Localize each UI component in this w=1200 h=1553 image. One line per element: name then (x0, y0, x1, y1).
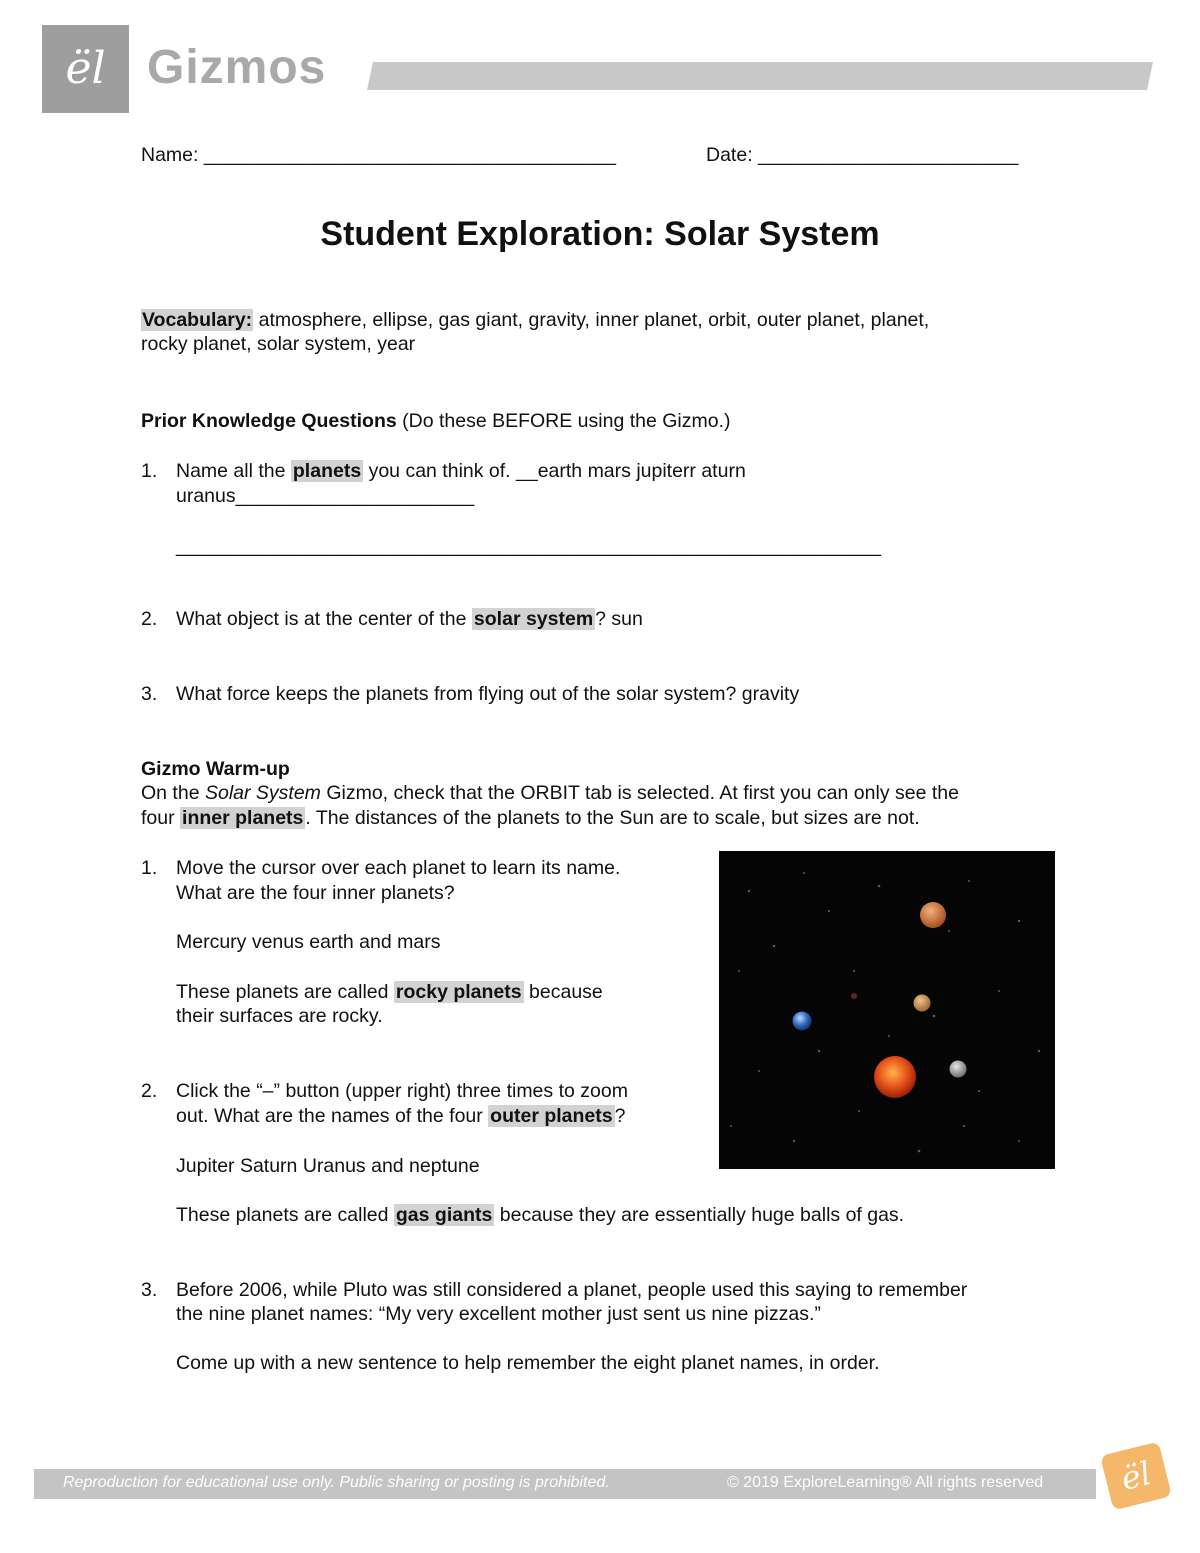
earth-planet (793, 1012, 812, 1031)
prior-q1-text (176, 459, 746, 484)
solar-system-image (719, 851, 1055, 1169)
prior-q1-pre: Name all the (176, 460, 291, 482)
term-solar-system: solar system (473, 608, 594, 630)
header-bar (367, 62, 1153, 90)
warmup-intro-2 (141, 806, 920, 831)
warmup-intro-pre: On the (141, 782, 205, 804)
warmup-q3-number: 3. (141, 1279, 158, 1301)
footer-copyright: © 2019 ExploreLearning® All rights reserved (727, 1474, 1044, 1491)
warmup-q3-line-3: Come up with a new sentence to help remember the eight planet names, in order. (176, 1352, 880, 1374)
warmup-q1-rocky-line (176, 980, 603, 1005)
sun (874, 1056, 916, 1098)
venus-planet (914, 995, 931, 1012)
warmup-q3-line-2: the nine planet names: “My very excellent mother just sent us nine pizzas.” (176, 1303, 821, 1325)
prior-q1-answer-line-3[interactable]: _________________________________________________________________ (176, 535, 881, 557)
warmup-q1-rocky-line-2: their surfaces are rocky. (176, 1005, 383, 1027)
prior-heading-note: (Do these BEFORE using the Gizmo.) (396, 410, 731, 432)
name-field[interactable] (141, 143, 616, 168)
warmup-q1-answer[interactable]: Mercury venus earth and mars (176, 931, 441, 953)
date-label: Date: (706, 144, 753, 166)
footer-logo (1100, 1442, 1172, 1511)
rocky-pre: These planets are called (176, 981, 394, 1003)
brand-name: Gizmos (147, 41, 327, 94)
star-reddish (851, 993, 857, 999)
warmup-q2-number: 2. (141, 1080, 158, 1102)
prior-q1-post: you can think of. __earth mars jupiterr aturn (363, 460, 746, 482)
vocabulary-line-1 (141, 308, 929, 333)
q2-line2-post: ? (614, 1105, 626, 1127)
warmup-q3-line-1: Before 2006, while Pluto was still considered a planet, people used this saying to remember (176, 1279, 968, 1301)
mercury-planet (950, 1061, 967, 1078)
prior-q3-text: What force keeps the planets from flying out of the solar system? gravity (176, 683, 800, 705)
warmup-intro2-pre: four (141, 807, 181, 829)
footer-logo-mark: ël (1117, 1454, 1155, 1498)
gas-pre: These planets are called (176, 1204, 394, 1226)
logo-mark: ël (65, 43, 106, 94)
prior-q2-post: ? sun (595, 608, 643, 630)
vocabulary-label: Vocabulary: (142, 309, 253, 331)
mars-planet (920, 902, 946, 928)
warmup-q2-line-2 (176, 1104, 625, 1129)
name-line: ______________________________________ (203, 144, 616, 166)
warmup-intro-post: Gizmo, check that the ORBIT tab is selected. At first you can only see the (320, 782, 959, 804)
date-field[interactable] (706, 143, 1018, 168)
q2-line2-pre: out. What are the names of the four (176, 1105, 489, 1127)
name-label: Name: (141, 144, 199, 166)
warmup-intro2-post: . The distances of the planets to the Sun are to scale, but sizes are not. (305, 807, 920, 829)
rocky-post: because (523, 981, 603, 1003)
warmup-q2-gas-line (176, 1203, 904, 1228)
warmup-intro-1 (141, 781, 959, 806)
warmup-q1-line-1: Move the cursor over each planet to learn its name. (176, 857, 621, 879)
warmup-q1-line-2: What are the four inner planets? (176, 882, 455, 904)
prior-q1-number: 1. (141, 460, 158, 482)
prior-q2-text (176, 607, 643, 632)
prior-q2-pre: What object is at the center of the (176, 608, 472, 630)
warmup-intro-italic: Solar System (204, 782, 321, 804)
term-inner-planets: inner planets (182, 807, 304, 829)
prior-heading-bold: Prior Knowledge Questions (141, 410, 397, 432)
prior-q3-number: 3. (141, 683, 158, 705)
vocabulary-terms-1: atmosphere, ellipse, gas giant, gravity, inner planet, orbit, outer planet, planet, (253, 309, 930, 331)
solar-system-svg (719, 851, 1055, 1169)
warmup-q1-number: 1. (141, 857, 158, 879)
warmup-q2-line-1: Click the “–” button (upper right) three times to zoom (176, 1080, 628, 1102)
term-gas-giants: gas giants (395, 1204, 493, 1226)
footer-disclaimer: Reproduction for educational use only. Public sharing or posting is prohibited. (63, 1474, 610, 1491)
prior-q1-answer-line-2[interactable]: uranus______________________ (176, 485, 475, 507)
prior-knowledge-heading (141, 409, 731, 434)
explorelearning-logo (42, 25, 129, 113)
warmup-q2-answer[interactable]: Jupiter Saturn Uranus and neptune (176, 1155, 480, 1177)
term-planets: planets (292, 460, 362, 482)
warmup-heading: Gizmo Warm-up (141, 758, 290, 780)
vocabulary-terms-2: rocky planet, solar system, year (141, 333, 416, 355)
term-outer-planets: outer planets (490, 1105, 613, 1127)
gas-post: because they are essentially huge balls of gas. (494, 1204, 905, 1226)
prior-q2-number: 2. (141, 608, 158, 630)
page-title: Student Exploration: Solar System (320, 215, 880, 253)
date-line: ________________________ (758, 144, 1019, 166)
star-field (730, 872, 1040, 1152)
term-rocky-planets: rocky planets (395, 981, 522, 1003)
